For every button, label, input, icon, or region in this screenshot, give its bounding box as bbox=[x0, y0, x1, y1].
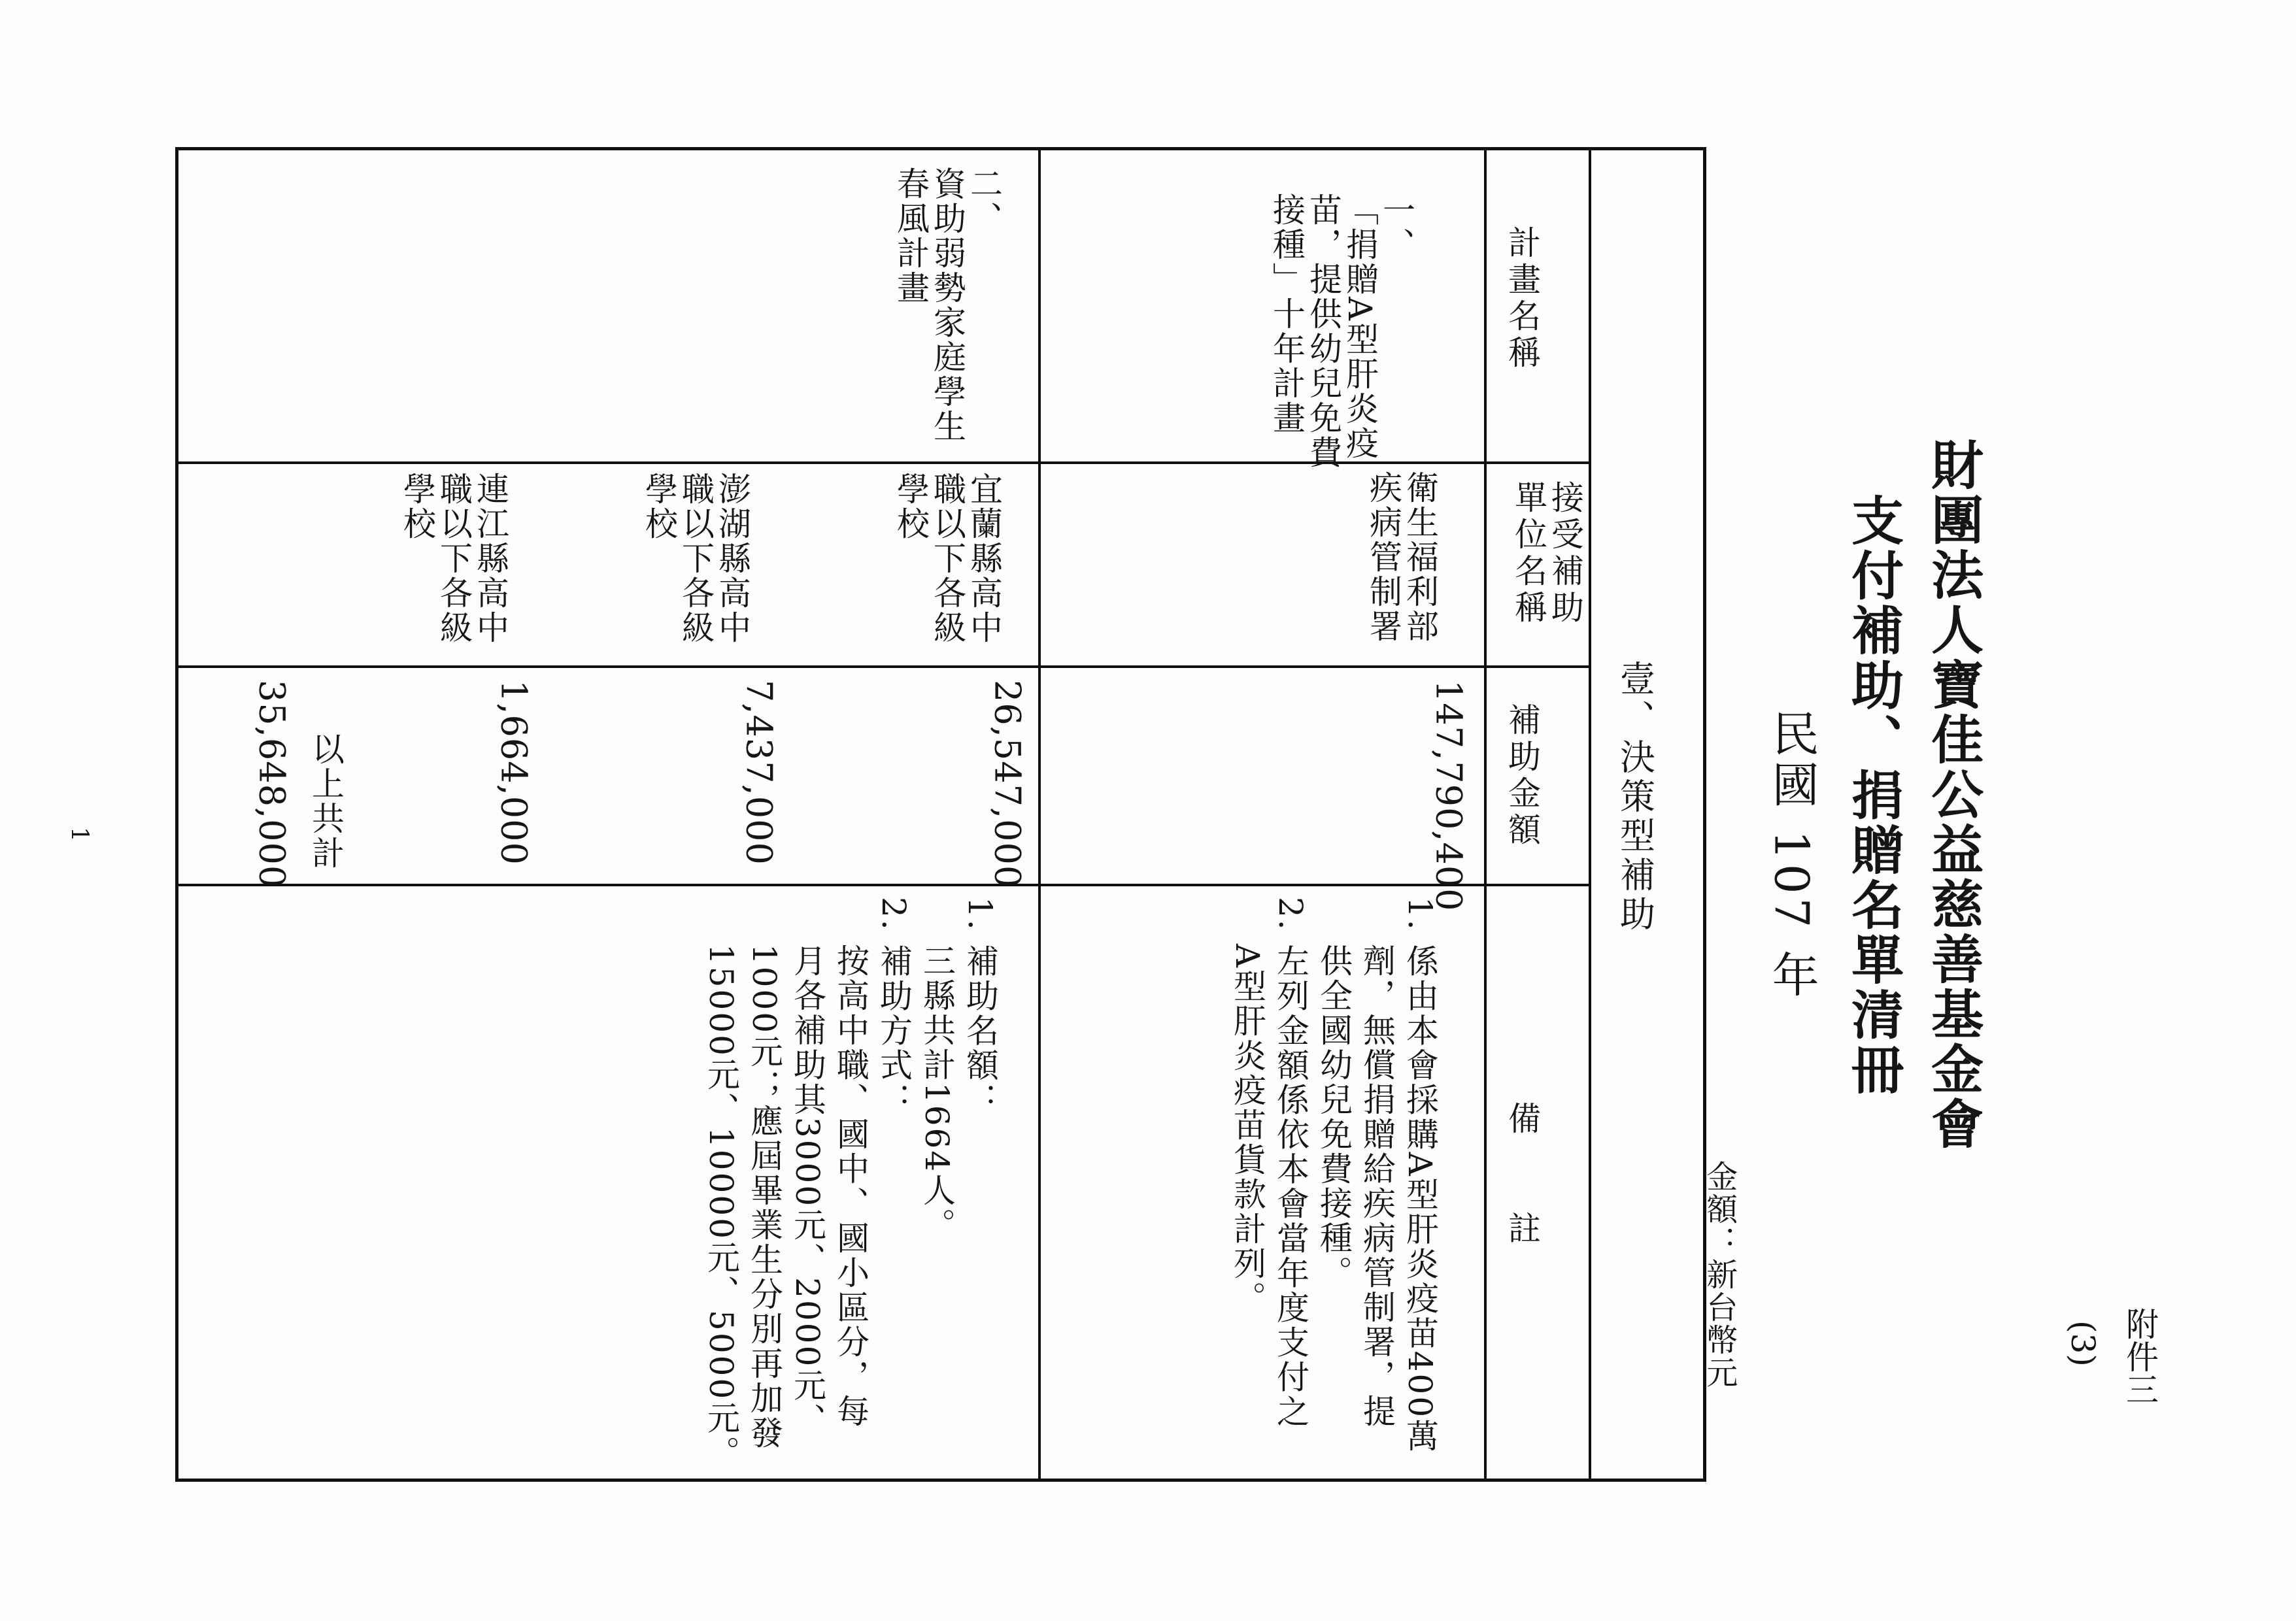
table-row-1-plan: 一、 「捐贈A型肝炎疫 苗，提供幼兒免費 接種」十年計畫 bbox=[1268, 193, 1415, 470]
table-row-2-recipient-2: 澎湖縣高中 職以下各級 學校 bbox=[640, 472, 751, 645]
col-line-3 bbox=[175, 884, 1591, 886]
year-label: 民國 107 年 bbox=[1764, 709, 1819, 1002]
column-header-recipient: 接受補助 單位名稱 bbox=[1510, 480, 1584, 627]
column-header-plan: 計畫名稱 bbox=[1503, 226, 1541, 372]
table-row-1-remarks: 1. 係由本會採購A型肝炎疫苗400萬 劑，無償捐贈給疾病管制署，提 供全國幼兒免費接種。 2. 左列金額係依本會當年度支付之 A型肝炎疫苗貨款計列。 bbox=[1228, 897, 1439, 1454]
title-line-2: 支付補助、捐贈名單清冊 bbox=[1842, 493, 1904, 1097]
total-amount: 35,648,000 bbox=[251, 680, 293, 889]
total-label: 以上共計 bbox=[307, 732, 345, 871]
row-line-1 bbox=[1038, 147, 1041, 1482]
header-divider bbox=[1484, 147, 1487, 1482]
column-header-amount: 補助金額 bbox=[1503, 703, 1541, 849]
table-row-2-amount-3: 1,664,000 bbox=[493, 680, 535, 865]
annex-number: (3) bbox=[2064, 1320, 2102, 1367]
table-row-2-plan: 二、 資助弱勢家庭學生 春風計畫 bbox=[892, 167, 1003, 444]
table-row-1-amount: 147,790,400 bbox=[1428, 680, 1470, 912]
col-line-2 bbox=[175, 665, 1591, 668]
table-row-2-recipient-1: 宜蘭縣高中 職以下各級 學校 bbox=[892, 472, 1003, 645]
title-line-1: 財團法人寶佳公益慈善基金會 bbox=[1922, 438, 1984, 1152]
table-row-2-amount-2: 7,437,000 bbox=[738, 680, 780, 865]
section-title: 壹、決策型補助 bbox=[1614, 660, 1656, 935]
table-row-2-amount-1: 26,547,000 bbox=[987, 680, 1028, 889]
table-row-2-recipient-3: 連江縣高中 職以下各級 學校 bbox=[398, 472, 509, 645]
annex-label: 附件三 bbox=[2121, 1307, 2159, 1405]
table-row-1-recipient: 衛生福利部 疾病管制署 bbox=[1364, 471, 1439, 644]
table-row-2-remarks: 1. 補助名額： 三縣共計1664人。 2. 補助方式： 按高中職、國中、國小區分，每 月各補助其3000元、2000元、 1000元；應屆畢業生分別再加發 15000元、10000元、5000元。 bbox=[702, 897, 999, 1471]
currency-unit: 金額：新台幣元 bbox=[1700, 1160, 1738, 1389]
page-number: 1 bbox=[65, 827, 93, 842]
column-header-remarks: 備 註 bbox=[1503, 1101, 1541, 1248]
section-divider bbox=[1589, 147, 1591, 1482]
